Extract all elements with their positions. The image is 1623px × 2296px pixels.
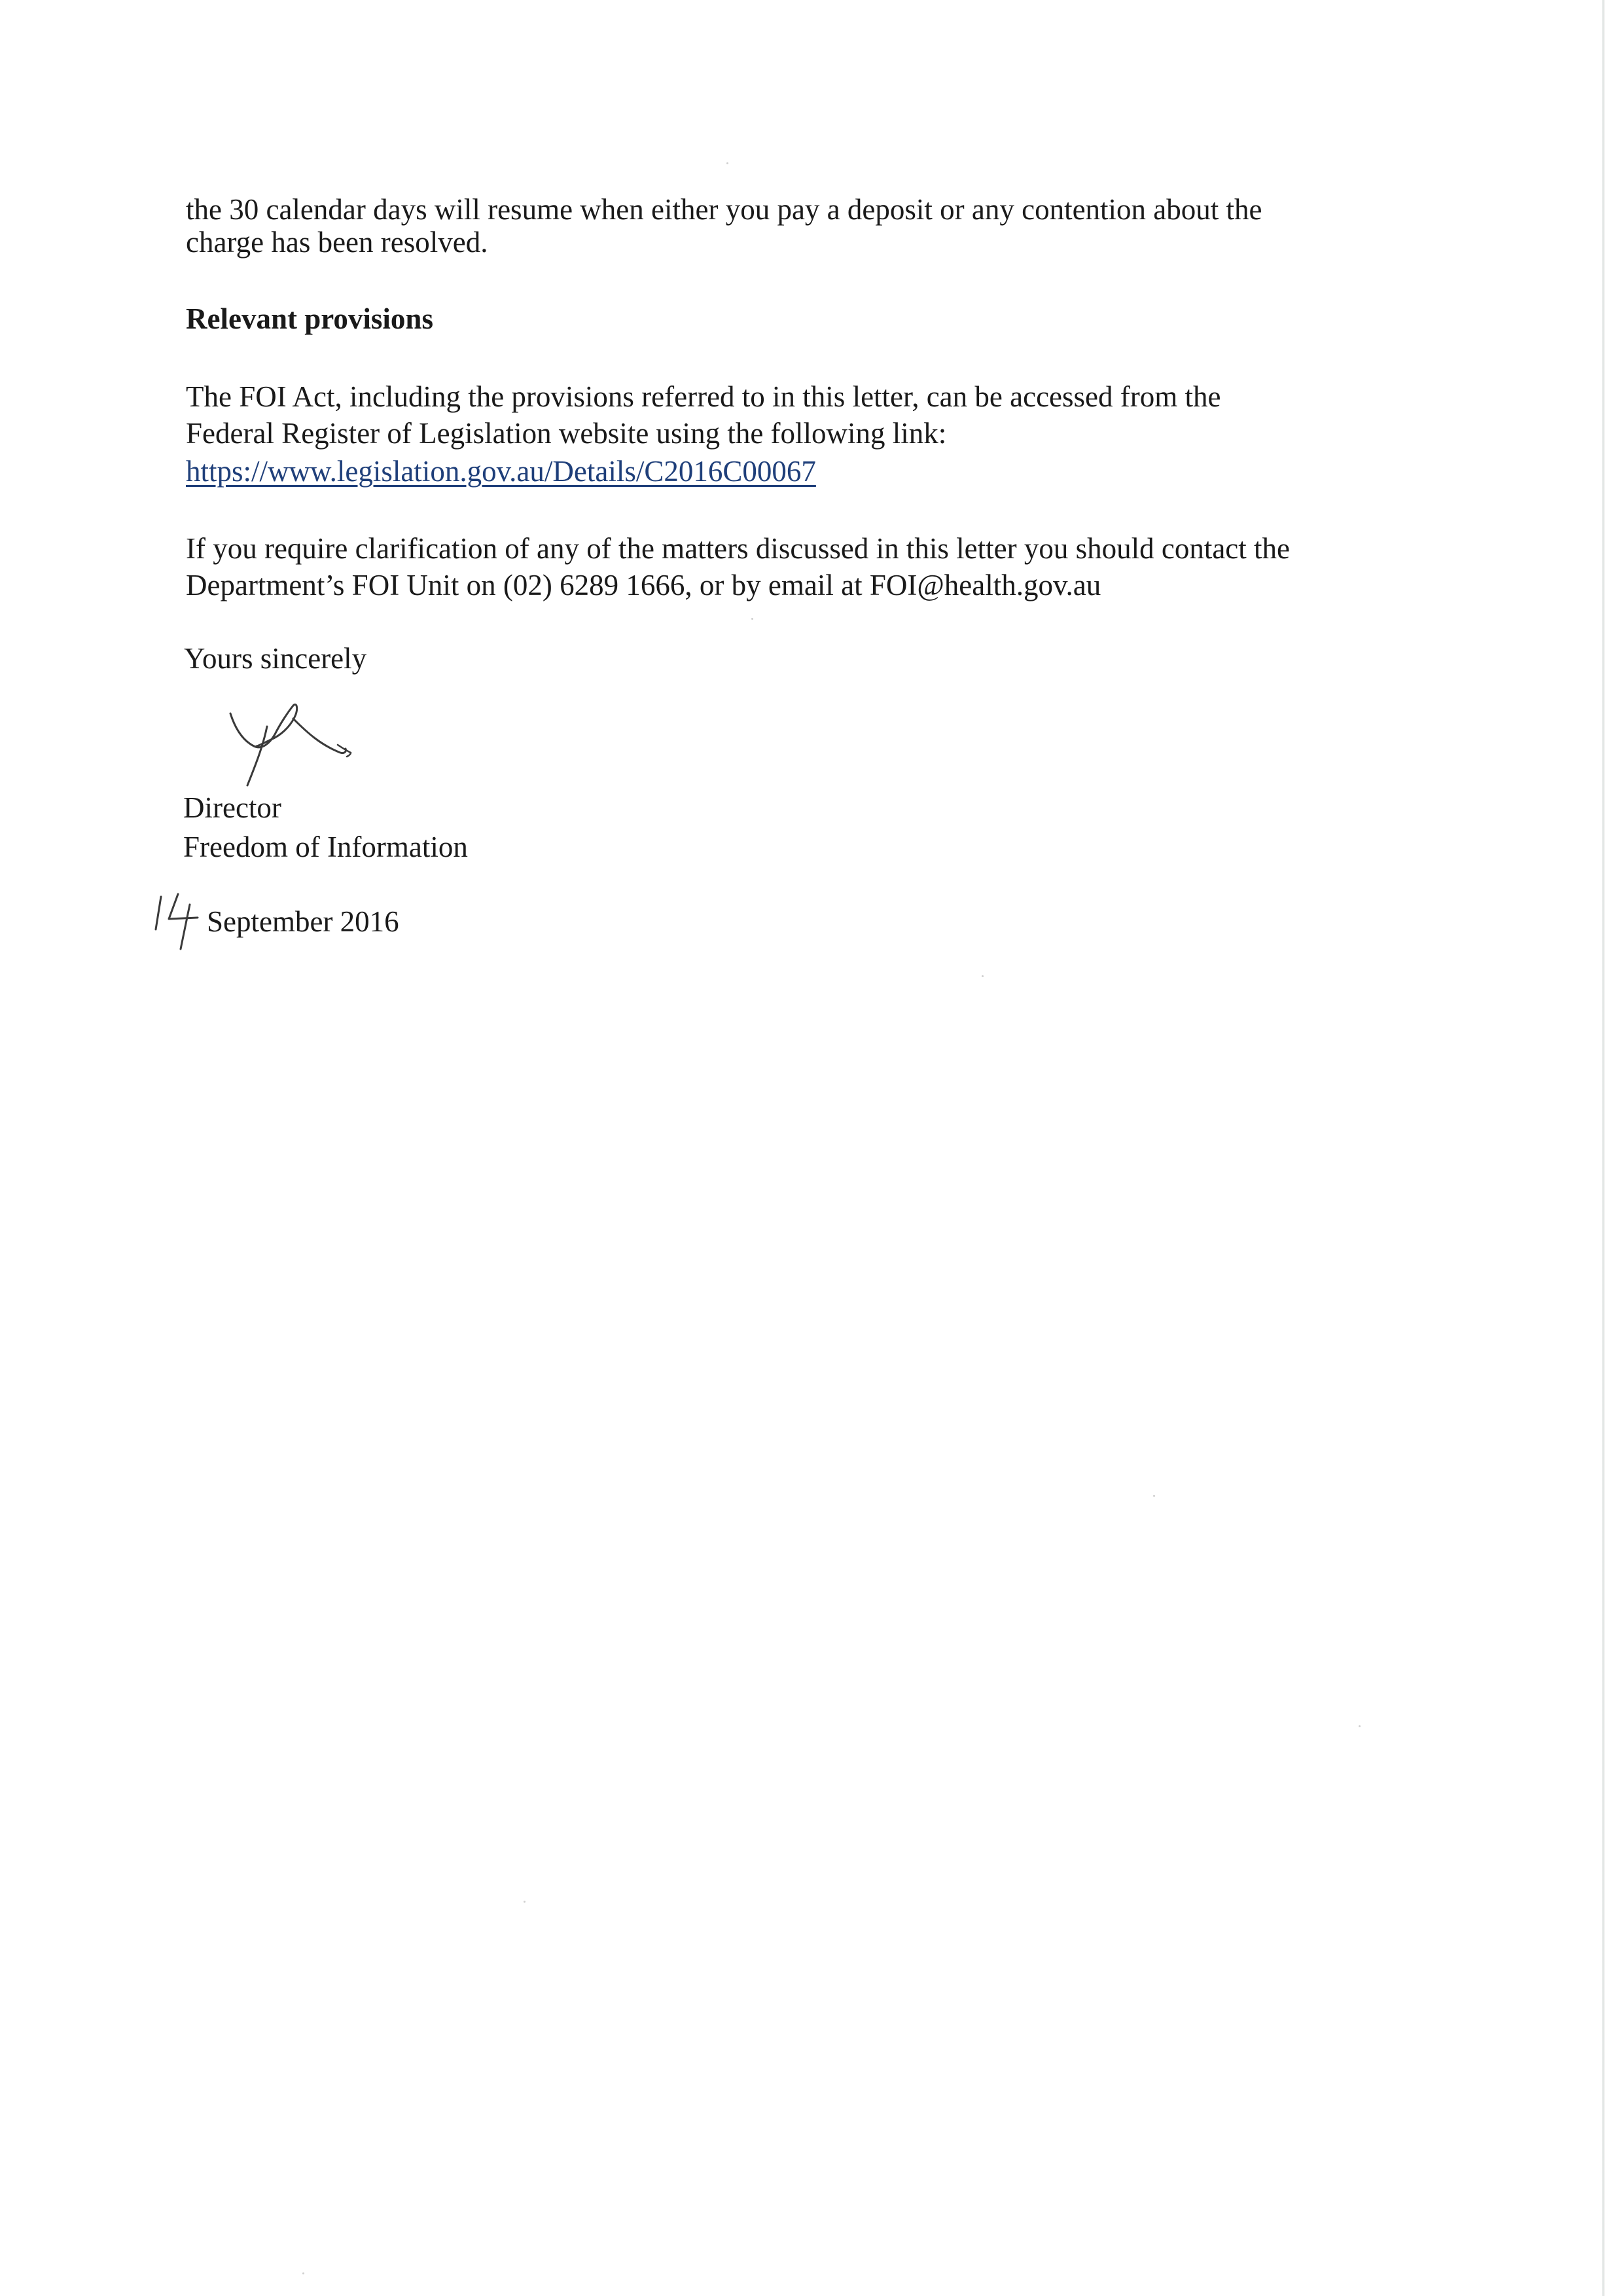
- para3-line1: If you require clarification of any of the matters discussed in this letter you should contact the: [186, 532, 1290, 565]
- legislation-link[interactable]: https://www.legislation.gov.au/Details/C2016C00067: [186, 455, 816, 488]
- signatory-title: Director: [183, 791, 281, 824]
- section-heading: Relevant provisions: [186, 302, 433, 335]
- para3-line2: Department’s FOI Unit on (02) 6289 1666, or by email at FOI@health.gov.au: [186, 569, 1101, 601]
- scan-speck: [751, 618, 753, 620]
- para2-line2: Federal Register of Legislation website using the following link:: [186, 417, 947, 450]
- scan-speck: [524, 1901, 526, 1903]
- date-month-year: September 2016: [207, 905, 399, 938]
- para2-line1: The FOI Act, including the provisions referred to in this letter, can be accessed from the: [186, 380, 1221, 413]
- scan-speck: [1359, 1725, 1361, 1727]
- para1-line1: the 30 calendar days will resume when either you pay a deposit or any contention about the: [186, 193, 1262, 226]
- signatory-unit: Freedom of Information: [183, 831, 468, 863]
- scan-speck: [982, 975, 984, 977]
- signature-image: [216, 700, 360, 798]
- scan-speck: [302, 2272, 304, 2274]
- para1-line2: charge has been resolved.: [186, 226, 488, 259]
- scan-edge-shadow: [1602, 0, 1605, 2296]
- closing-salutation: Yours sincerely: [184, 642, 367, 675]
- scan-speck: [1153, 1495, 1155, 1497]
- handwritten-day: [152, 891, 202, 952]
- scan-speck: [726, 162, 728, 164]
